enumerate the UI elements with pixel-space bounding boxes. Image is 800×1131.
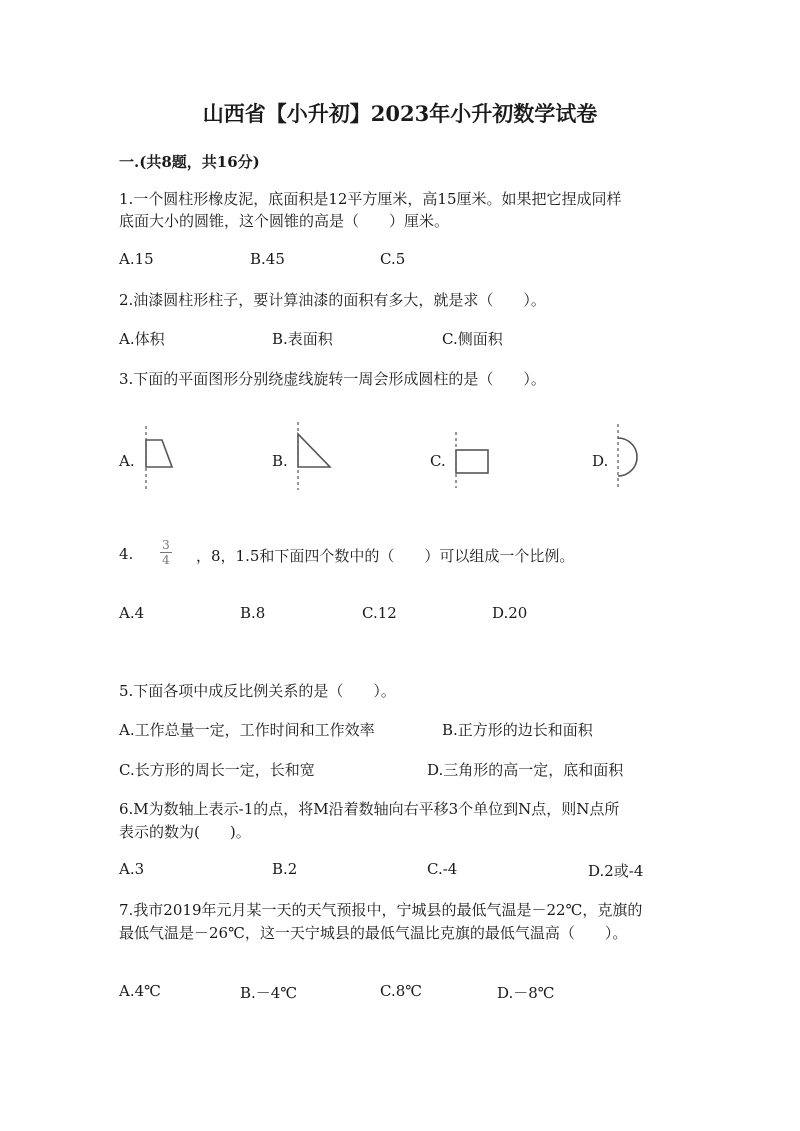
q3-option-a[interactable]: A. [119,452,135,470]
q5-option-d[interactable]: D.三角形的高一定，底和面积 [427,761,624,779]
fraction-denominator: 4 [162,553,170,567]
q2-option-c[interactable]: C.侧面积 [442,330,503,348]
q5-option-b[interactable]: B.正方形的边长和面积 [442,721,593,739]
q7-option-c[interactable]: C.8℃ [380,982,423,1000]
q6-option-c[interactable]: C.-4 [427,860,458,878]
q1-option-c[interactable]: C.5 [380,250,406,268]
q2-option-a[interactable]: A.体积 [119,330,165,348]
question-6-line-2: 表示的数为( )。 [119,823,251,841]
question-1-line-1: 1.一个圆柱形橡皮泥，底面积是12平方厘米，高15厘米。如果把它捏成同样 [119,190,622,208]
q1-option-a[interactable]: A.15 [119,250,154,268]
question-1-line-2: 底面大小的圆锥，这个圆锥的高是（ ）厘米。 [119,212,450,230]
q4-option-a[interactable]: A.4 [119,604,145,622]
q2-option-b[interactable]: B.表面积 [272,330,333,348]
q6-option-d[interactable]: D.2或-4 [588,862,644,880]
question-5-line-1: 5.下面各项中成反比例关系的是（ ）。 [119,682,396,700]
q1-option-b[interactable]: B.45 [250,250,285,268]
question-3-line-1: 3.下面的平面图形分别绕虚线旋转一周会形成圆柱的是（ ）。 [119,370,546,388]
trapezoid-figure [138,426,178,492]
semicircle-figure [610,424,646,490]
q3-option-c[interactable]: C. [430,452,446,470]
q4-option-b[interactable]: B.8 [240,604,266,622]
question-6-line-1: 6.M为数轴上表示-1的点，将M沿着数轴向右平移3个单位到N点，则N点所 [119,800,620,818]
q3-option-b[interactable]: B. [272,452,288,470]
rectangle-figure [450,432,494,490]
q4-option-d[interactable]: D.20 [492,604,528,622]
triangle-figure [290,422,334,492]
q7-option-a[interactable]: A.4℃ [119,982,161,1000]
q3-option-d[interactable]: D. [592,452,609,470]
fraction [160,539,172,566]
page-title: 山西省【小升初】2023年小升初数学试卷 [202,101,598,126]
question-7-line-2: 最低气温是－26℃，这一天宁城县的最低气温比克旗的最低气温高（ ）。 [119,924,628,942]
q5-option-c[interactable]: C.长方形的周长一定，长和宽 [119,761,315,779]
q5-option-a[interactable]: A.工作总量一定，工作时间和工作效率 [119,721,375,739]
section-heading: 一.(共8题，共16分) [119,153,260,171]
question-2-line-1: 2.油漆圆柱形柱子，要计算油漆的面积有多大，就是求（ ）。 [119,291,546,309]
question-4-text: ，8，1.5和下面四个数中的（ ）可以组成一个比例。 [196,547,575,565]
q4-option-c[interactable]: C.12 [362,604,397,622]
q7-option-d[interactable]: D.－8℃ [497,984,555,1002]
q6-option-b[interactable]: B.2 [272,860,298,878]
q7-option-b[interactable]: B.－4℃ [240,984,298,1002]
fraction-numerator: 3 [162,538,170,552]
question-4-number: 4. [119,545,134,563]
question-7-line-1: 7.我市2019年元月某一天的天气预报中，宁城县的最低气温是－22℃，克旗的 [119,901,643,919]
q6-option-a[interactable]: A.3 [119,860,145,878]
